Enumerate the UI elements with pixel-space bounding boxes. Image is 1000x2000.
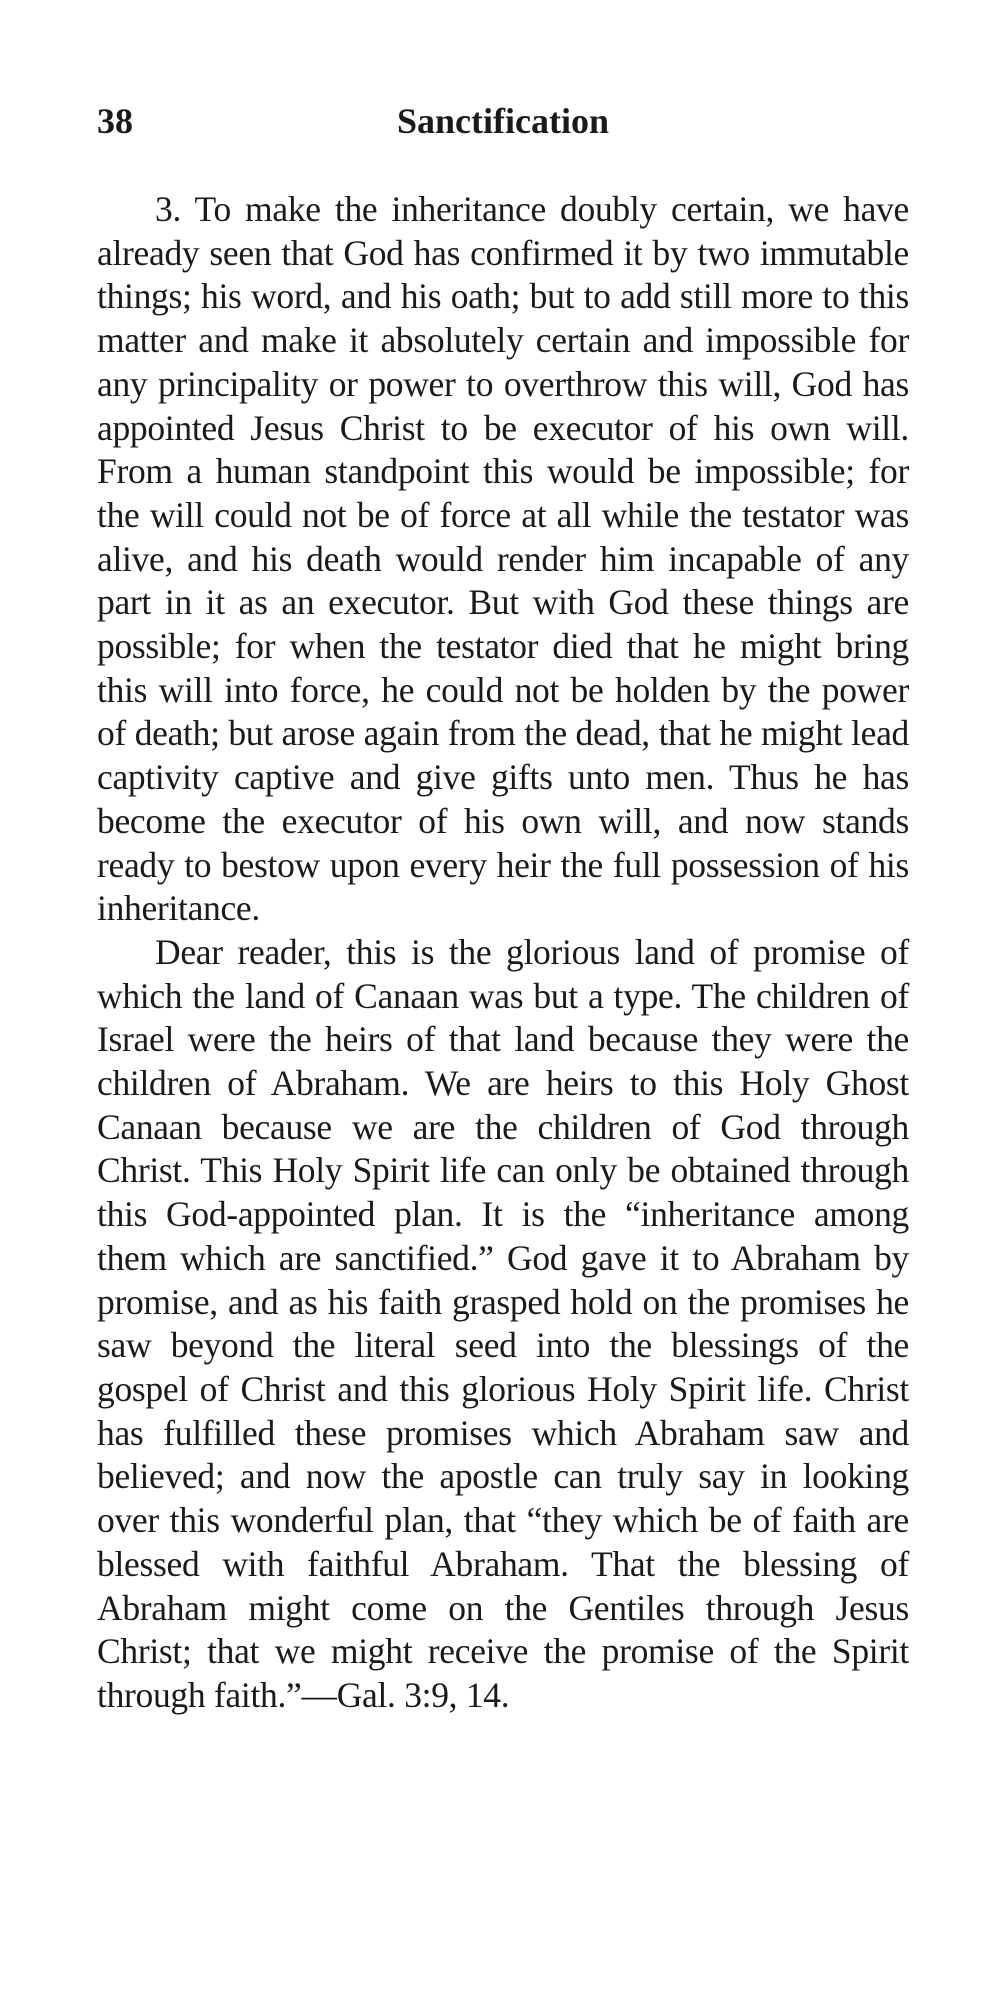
paragraph: 3. To make the inheritance doubly certain, we have already seen that God has confirmed it by two immutable things; his word, and his oath; but to add still more to this matter and make it absolutely certain and impossible for any principality or power to overthrow this will, God has appointed Jesus Christ to be executor of his own will. From a human standpoint this would be impossible; for the will could not be of force at all while the testator was alive, and his death would render him incapable of any part in it as an executor. But with God these things are possible; for when the testator died that he might bring this will into force, he could not be holden by the power of death; but arose again from the dead, that he might lead captivity captive and give gifts unto men. Thus he has become the executor of his own will, and now stands ready to bestow upon every heir the full possession of his inheritance. [97, 189, 909, 929]
page-number: 38 [97, 101, 133, 141]
paragraph: Dear reader, this is the glorious land of promise of which the land of Canaan was but a type. The children of Israel were the heirs of that land because they were the children of Abraham. We are heirs to this Holy Ghost Canaan because we are the children of God through Christ. This Holy Spirit life can only be obtained through this God-appointed plan. It is the “inheritance among them which are sanctified.” God gave it to Abraham by promise, and as his faith grasped hold on the promises he saw beyond the literal seed into the blessings of the gospel of Christ and this glorious Holy Spirit life. Christ has fulfilled these promises which Abraham saw and believed; and now the apostle can truly say in looking over this wonderful plan, that “they which be of faith are blessed with faithful Abraham. That the blessing of Abraham might come on the Gentiles through Jesus Christ; that we might receive the promise of the Spirit through faith.”—Gal. 3:9, 14. [97, 931, 909, 1715]
body-text [97, 188, 909, 1718]
running-head: Sanctification [397, 101, 609, 141]
page-header [97, 100, 909, 150]
